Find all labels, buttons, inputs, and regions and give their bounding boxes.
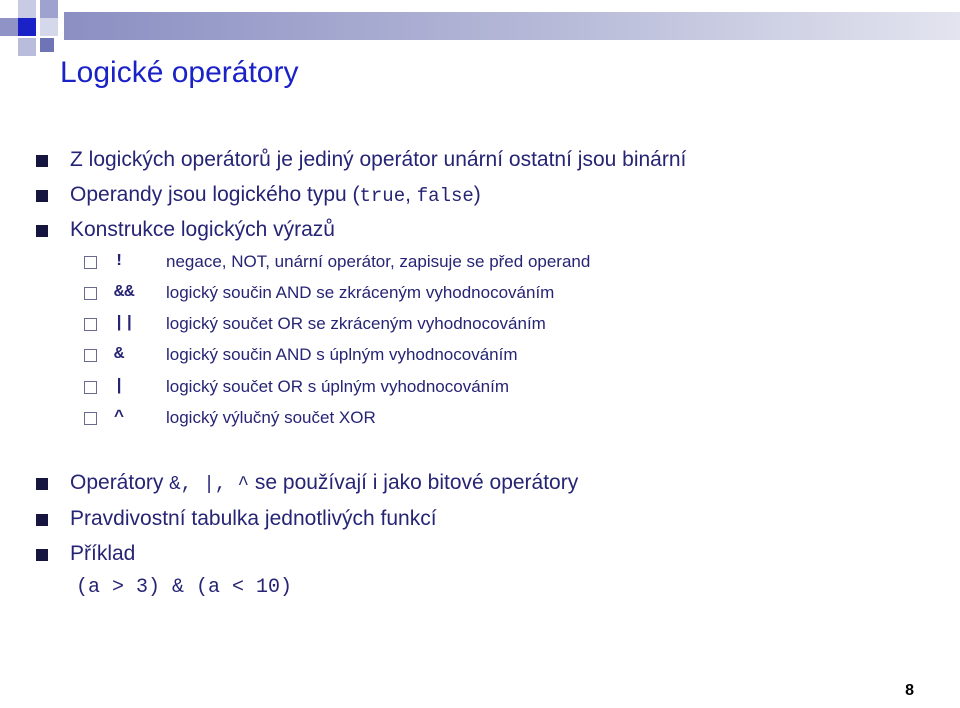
hollow-square-bullet-icon bbox=[84, 381, 97, 394]
bullet-text: Pravdivostní tabulka jednotlivých funkcí bbox=[70, 507, 437, 530]
hollow-square-bullet-icon bbox=[84, 256, 97, 269]
bullet-text: Z logických operátorů je jediný operátor unární ostatní jsou binární bbox=[70, 148, 687, 171]
hollow-square-bullet-icon bbox=[84, 412, 97, 425]
bullet-text-part: Operandy jsou logického typu ( bbox=[70, 183, 360, 206]
square-bullet-icon bbox=[36, 549, 48, 561]
square-bullet-icon bbox=[36, 190, 48, 202]
slide-title: Logické operátory bbox=[60, 56, 299, 89]
operator-description: logický součet OR se zkráceným vyhodnocováním bbox=[166, 314, 546, 333]
example-code: (a > 3) & (a < 10) bbox=[76, 576, 293, 599]
bullet-text-part: Operátory bbox=[70, 471, 170, 494]
code-operators: &, |, ^ bbox=[169, 473, 250, 495]
bullet-text: Konstrukce logických výrazů bbox=[70, 218, 335, 241]
decor-square bbox=[40, 0, 58, 18]
operator-symbol: || bbox=[114, 314, 135, 333]
header-band bbox=[64, 12, 960, 40]
operator-description: logický součin AND se zkráceným vyhodnocováním bbox=[166, 283, 555, 302]
code-false: false bbox=[416, 185, 474, 207]
operator-symbol: && bbox=[114, 283, 135, 302]
bullet-text: Příklad bbox=[70, 542, 136, 565]
decor-square bbox=[40, 18, 58, 36]
square-bullet-icon bbox=[36, 514, 48, 526]
operator-description: logický součin AND s úplným vyhodnocováním bbox=[166, 345, 518, 364]
decor-square bbox=[18, 18, 36, 36]
hollow-square-bullet-icon bbox=[84, 349, 97, 362]
decor-square bbox=[40, 38, 54, 52]
hollow-square-bullet-icon bbox=[84, 287, 97, 300]
bullet-text-part: se používají i jako bitové operátory bbox=[249, 471, 579, 494]
decor-square bbox=[0, 18, 18, 36]
operator-symbol: ^ bbox=[114, 408, 125, 427]
operator-symbol: & bbox=[114, 345, 125, 364]
decor-square bbox=[0, 0, 18, 18]
hollow-square-bullet-icon bbox=[84, 318, 97, 331]
operator-description: negace, NOT, unární operátor, zapisuje se před operand bbox=[166, 252, 591, 271]
page-number: 8 bbox=[905, 682, 914, 699]
code-true: true bbox=[359, 185, 406, 207]
separator: , bbox=[405, 183, 417, 206]
operator-symbol: ! bbox=[114, 252, 125, 271]
bullet-text bbox=[70, 471, 578, 495]
decor-square bbox=[18, 0, 36, 18]
operator-description: logický výlučný součet XOR bbox=[166, 408, 376, 427]
operator-description: logický součet OR s úplným vyhodnocováním bbox=[166, 377, 509, 396]
square-bullet-icon bbox=[36, 225, 48, 237]
decor-square bbox=[18, 38, 36, 56]
square-bullet-icon bbox=[36, 478, 48, 490]
bullet-text-part: ) bbox=[473, 183, 481, 206]
bullet-text bbox=[70, 183, 481, 207]
operator-symbol: | bbox=[114, 377, 125, 396]
square-bullet-icon bbox=[36, 155, 48, 167]
